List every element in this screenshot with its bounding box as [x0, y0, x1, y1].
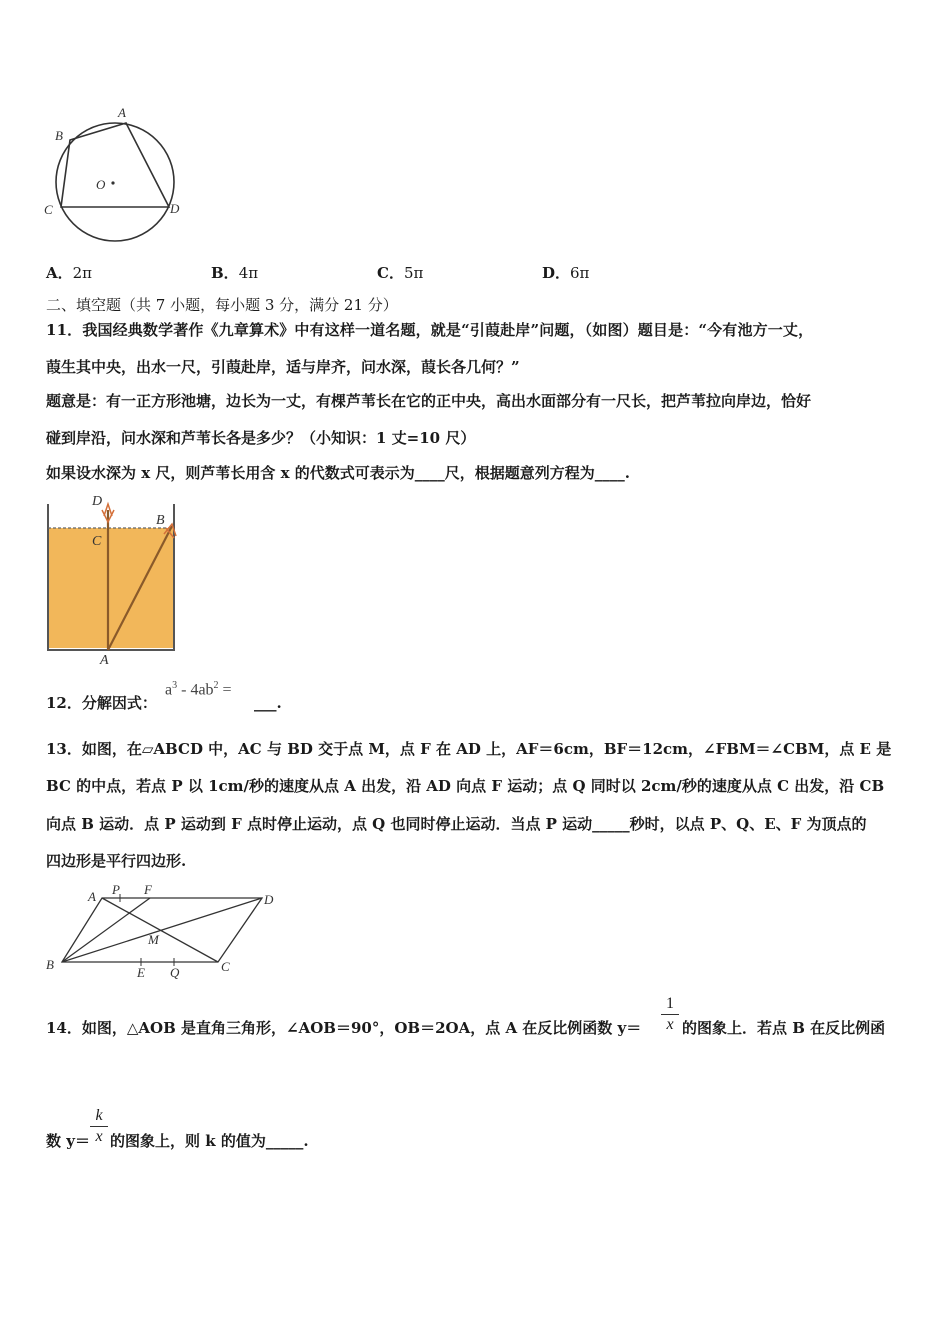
q13-line-2: BC 的中点，若点 P 以 1cm/秒的速度从点 A 出发，沿 AD 向点 F 运动；点 Q 同时以 2cm/秒的速度从点 C 出发，沿 CB — [46, 777, 885, 795]
q11-line-5: 如果设水深为 x 尺，则芦苇长用含 x 的代数式可表示为____尺，根据题意列方程为____. — [46, 464, 630, 482]
diagonal-bd — [62, 898, 262, 962]
q14-line-1-a: 14．如图，△AOB 是直角三角形，∠AOB＝90°，OB＝2OA，点 A 在反比例函数 y＝ — [46, 1019, 642, 1037]
q11-line-2: 葭生其中央，出水一尺，引葭赴岸，适与岸齐，问水深，葭长各几何？” — [46, 358, 520, 376]
q11-pond-figure — [40, 490, 190, 670]
label-q: Q — [170, 965, 180, 980]
label-o: O — [96, 177, 106, 192]
q14-fraction-1: $\frac{1}{x}$ — [661, 994, 679, 1035]
q11-line-3: 题意是：有一正方形池塘，边长为一丈，有棵芦苇长在它的正中央，高出水面部分有一尺长，把芦苇拉向岸边，恰好 — [46, 392, 812, 410]
q11-line-4: 碰到岸沿，问水深和芦苇长各是多少？（小知识：1 丈=10 尺） — [46, 429, 476, 447]
q13-parallelogram-figure — [40, 880, 280, 980]
option-a[interactable]: A．2π — [46, 264, 93, 282]
q14-line-2-b: 的图象上，则 k 的值为_____. — [110, 1132, 309, 1150]
quadrilateral-abcd — [61, 123, 169, 207]
q13-line-3: 向点 B 运动．点 P 运动到 F 点时停止运动，点 Q 也同时停止运动．当点 P 运动_____秒时，以点 P、Q、E、F 为顶点的 — [46, 815, 867, 833]
option-d[interactable]: D．6π — [542, 264, 590, 282]
label-a: A — [100, 653, 109, 668]
label-a: A — [118, 105, 126, 120]
label-e: E — [137, 965, 145, 980]
label-p: P — [112, 882, 120, 897]
q14-line-2-a: 数 y＝ — [46, 1132, 90, 1150]
label-b: B — [55, 128, 63, 143]
q13-line-4: 四边形是平行四边形. — [46, 852, 187, 870]
water-area — [48, 528, 174, 648]
label-d: D — [264, 892, 274, 907]
q14-line-1-b: 的图象上．若点 B 在反比例函 — [682, 1019, 886, 1037]
q12-expression: $a^3 - 4ab^2$ = — [165, 680, 232, 699]
center-point-o — [111, 181, 114, 184]
label-d: D — [92, 494, 103, 509]
label-c: C — [92, 534, 102, 549]
label-b: B — [156, 513, 165, 528]
option-c[interactable]: C．5π — [377, 264, 424, 282]
q12-prefix: 12．分解因式： — [46, 694, 157, 712]
q14-fraction-2: $\frac{k}{x}$ — [90, 1106, 108, 1147]
section-heading: 二、填空题（共 7 小题，每小题 3 分，满分 21 分） — [46, 296, 398, 314]
q12-answer-blank[interactable]: ___. — [254, 694, 282, 712]
label-m: M — [148, 932, 159, 947]
label-c: C — [221, 959, 230, 974]
q13-line-1: 13．如图，在▱ABCD 中，AC 与 BD 交于点 M，点 F 在 AD 上，AF＝6cm，BF＝12cm，∠FBM＝∠CBM，点 E 是 — [46, 740, 892, 758]
q10-circle-figure — [40, 100, 190, 250]
segment-bf — [62, 898, 150, 962]
label-b: B — [46, 957, 54, 972]
label-a: A — [88, 889, 96, 904]
label-f: F — [144, 882, 152, 897]
label-c: C — [44, 202, 53, 217]
q11-line-1: 11．我国经典数学著作《九章算术》中有这样一道名题，就是“引葭赴岸”问题，（如图）题目是：“今有池方一丈， — [46, 321, 814, 339]
option-b[interactable]: B．4π — [211, 264, 259, 282]
label-d: D — [170, 201, 180, 216]
